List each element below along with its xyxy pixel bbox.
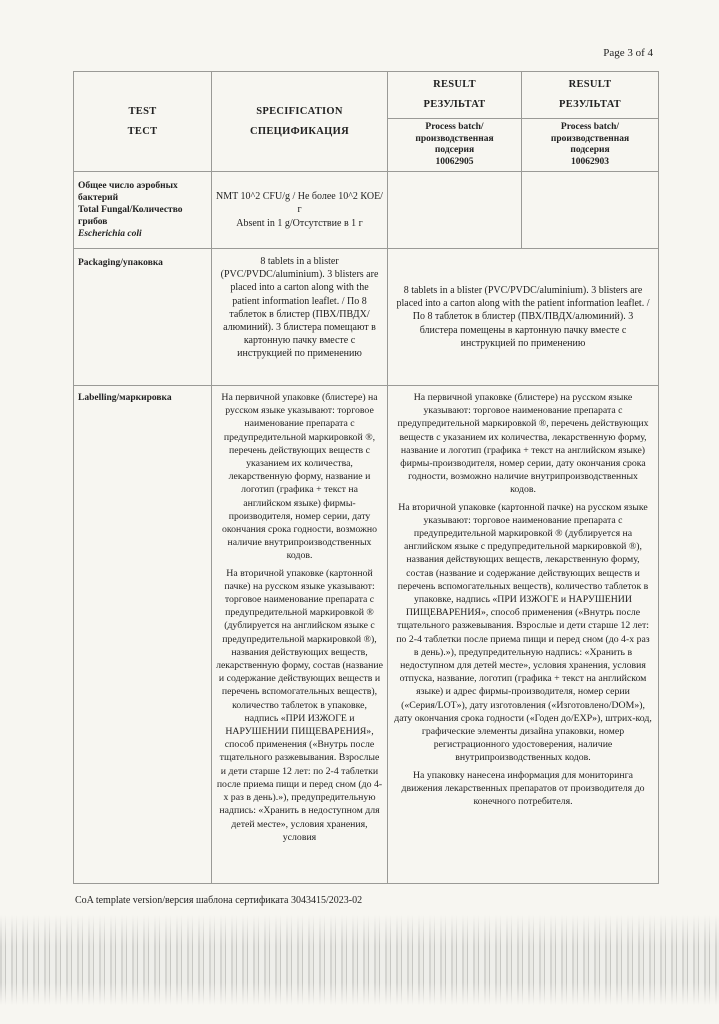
- coa-table: [73, 71, 659, 884]
- test-name: Labelling/маркировка: [78, 393, 172, 403]
- spec-text: На первичной упаковке (блистере) на русском языке указывают: торговое наименование препарата с предупредительной маркировкой ®, перечень действующих веществ с указанием их количества, лекарственную форму, название и логотип (графика + текст на английском языке) фирмы-производителя, номер серии, дату окончания срока годности, возможно наличие внутрипроизводственных кодов.: [221, 392, 378, 562]
- result-title-ru: РЕЗУЛЬТАТ: [423, 99, 486, 110]
- scan-artifact: [0, 915, 719, 1005]
- spec-text: NMT 10^2 CFU/g / Не более 10^2 КОЕ/г: [216, 191, 383, 216]
- result-text: На упаковку нанесена информация для мониторинга движения лекарственных препаратов от производителя до конечного потребителя.: [401, 769, 645, 808]
- spec-text: 8 tablets in a blister (PVC/PVDC/aluminium). 3 blisters are placed into a carton along with the patient information leaflet. / По 8 таблеток в блистер (ПВХ/ПВДХ/алюминий). 3 блистера помещают в картонную пачку вместе с инструкцией по применению: [220, 256, 379, 360]
- test-name: Escherichia coli: [78, 229, 142, 239]
- header-spec-ru: СПЕЦИФИКАЦИЯ: [250, 125, 349, 137]
- batch-label: подсерия: [434, 145, 475, 155]
- result-title-ru: РЕЗУЛЬТАТ: [559, 99, 621, 110]
- result-cell-merged: [388, 249, 659, 386]
- batch-label: подсерия: [570, 145, 610, 155]
- test-name: Packaging/упаковка: [78, 258, 163, 268]
- header-spec-en: SPECIFICATION: [256, 105, 343, 117]
- header-result-1: [388, 72, 522, 119]
- result-title-en: RESULT: [568, 79, 612, 90]
- test-name: Total Fungal/Количество грибов: [78, 205, 183, 227]
- batch-label: производственная: [415, 133, 494, 144]
- result-cell: [388, 172, 522, 249]
- spec-text: На вторичной упаковке (картонной пачке) на русском языке указывают: торговое наименование препарата с предупредительной маркировкой ® (дублируется на английском языке с предупредительной маркировкой ®), названия действующих веществ, лекарственную форму, состав (название и содержание действующих веществ и перечень вспомогательных веществ), количество таблеток в упаковке, надпись «ПРИ ИЗЖОГЕ и НАРУШЕНИИ ПИЩЕВАРЕНИЯ», способ применения («Внутрь после тщательного разжевывания. Взрослые и дети старше 12 лет: по 2-4 таблетки после приема пищи и перед сном (до 4-х раз в день).»), предупредительную надпись: «Хранить в недоступном для детей месте», условия хранения, условия: [216, 567, 383, 843]
- test-cell: [74, 249, 212, 386]
- batch-label: Process batch/: [425, 122, 484, 132]
- batch-header-1: [388, 119, 522, 172]
- spec-cell: [212, 172, 388, 249]
- batch-label: производственная: [550, 133, 630, 144]
- page-number: Page 3 of 4: [603, 47, 653, 59]
- batch-header-2: [522, 119, 659, 172]
- spec-cell: [212, 386, 388, 884]
- result-text: 8 tablets in a blister (PVC/PVDC/aluminium). 3 blisters are placed into a carton along with the patient information leaflet. / По 8 таблеток в блистер (ПВХ/ПВДХ/алюминий). 3 блистера помещены в картонную пачку вместе с инструкцией по применению: [396, 284, 650, 349]
- test-name: Общее число аэробных бактерий: [78, 181, 178, 203]
- test-cell: [74, 386, 212, 884]
- result-cell-merged: [388, 386, 659, 884]
- result-text: На вторичной упаковке (картонной пачке) на русском языке указывают: торговое наименование препарата с предупредительной маркировкой ® (дублируется на английском языке с предупредительной маркировкой ®), названия действующих веществ, лекарственную форму, состав (название и содержание действующих веществ и перечень вспомогательных веществ), количество таблеток в упаковке, надпись «ПРИ ИЗЖОГЕ и НАРУШЕНИИ ПИЩЕВАРЕНИЯ», способ применения («Внутрь после тщательного разжевывания. Взрослые и дети старше 12 лет: по 2-4 таблетки после приема пищи и перед сном (до 4-х раз в день).»), предупредительную надпись: «Хранить в недоступном для детей месте», условия хранения, условия отпуска, название, логотип (графика + текст на английском языке) и адрес фирмы-производителя, номер серии («Серия/LOT»), дату изготовления («Изготовлено/DOM»), дату окончания срока годности («Годен до/EXP»), штрих-код, графические элементы дизайна упаковки, номер регистрационного удостоверения, наличие внутрипроизводственных кодов.: [394, 501, 652, 764]
- batch-label: Process batch/: [560, 122, 620, 132]
- result-text: На первичной упаковке (блистере) на русском языке указывают: торговое наименование препарата с предупредительной маркировкой ®, перечень действующих веществ с указанием их количества, лекарственную форму, название и логотип (графика + текст на английском языке) фирмы-производителя, номер серии, дату окончания срока годности, возможно наличие внутрипроизводственных кодов.: [397, 392, 649, 496]
- header-result-2: [522, 72, 659, 119]
- table-row: [74, 249, 659, 386]
- test-cell: [74, 172, 212, 249]
- header-test-en: TEST: [128, 105, 157, 117]
- template-version-footer: CoA template version/версия шаблона сертификата 3043415/2023-02: [75, 895, 363, 906]
- header-test: [74, 72, 212, 172]
- table-row: [74, 172, 659, 249]
- batch-number: 10062905: [435, 156, 474, 167]
- spec-text: Absent in 1 g/Отсутствие в 1 г: [236, 217, 363, 229]
- batch-number: 10062903: [571, 156, 609, 167]
- result-title-en: RESULT: [433, 79, 476, 90]
- header-test-ru: ТЕСТ: [127, 125, 158, 137]
- result-cell: [522, 172, 659, 249]
- spec-cell: [212, 249, 388, 386]
- header-specification: [212, 72, 388, 172]
- table-row: [74, 386, 659, 884]
